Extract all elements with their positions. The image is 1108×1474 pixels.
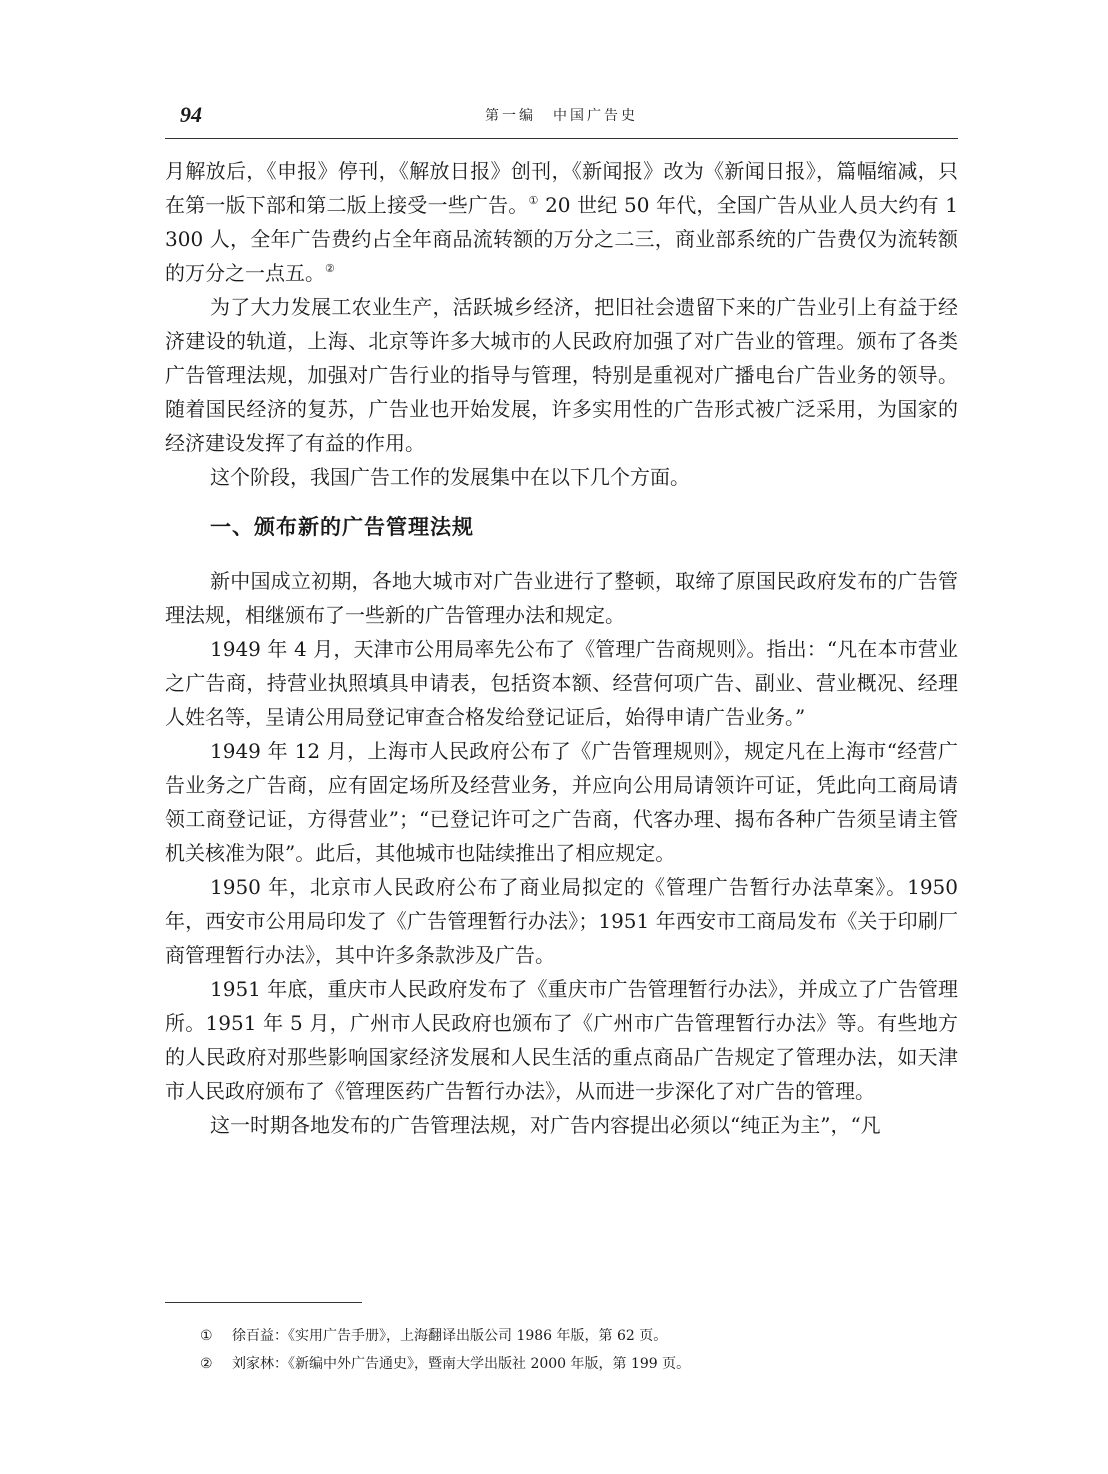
paragraph: 1950 年，北京市人民政府公布了商业局拟定的《管理广告暂行办法草案》。1950 年，西安市公用局印发了《广告管理暂行办法》；1951 年西安市工商局发布《关于印刷厂商管理暂行办法》，其中许多条款涉及广告。 — [165, 875, 958, 967]
paragraph: 为了大力发展工农业生产，活跃城乡经济，把旧社会遗留下来的广告业引上有益于经济建设的轨道，上海、北京等许多大城市的人民政府加强了对广告业的管理。颁布了各类广告管理法规，加强对广告行业的指导与管理，特别是重视对广播电台广告业务的领导。随着国民经济的复苏，广告业也开始发展，许多实用性的广告形式被广泛采用，为国家的经济建设发挥了有益的作用。 — [165, 295, 958, 455]
paragraph: 这个阶段，我国广告工作的发展集中在以下几个方面。 — [210, 465, 690, 489]
footnote-mark: ① — [200, 1328, 213, 1344]
paragraph: 这一时期各地发布的广告管理法规，对广告内容提出必须以“纯正为主”，“凡 — [210, 1113, 881, 1137]
footnote-rule — [165, 1302, 362, 1303]
paragraph: 1951 年底，重庆市人民政府发布了《重庆市广告管理暂行办法》，并成立了广告管理所。1951 年 5 月，广州市人民政府也颁布了《广州市广告管理暂行办法》等。有些地方的人民政府对那些影响国家经济发展和人民生活的重点商品广告规定了管理办法，如天津市人民政府颁布了《管理医药广告暂行办法》，从而进一步深化了对广告的管理。 — [165, 977, 958, 1103]
section-heading: 一、颁布新的广告管理法规 — [210, 515, 474, 539]
paragraph — [165, 154, 958, 290]
footnote-ref: ① — [528, 194, 539, 207]
footnote-mark: ② — [200, 1356, 213, 1372]
header-rule — [165, 138, 958, 139]
footnote — [200, 1322, 940, 1350]
main-text — [165, 154, 958, 1142]
paragraph: 1949 年 4 月，天津市公用局率先公布了《管理广告商规则》。指出：“凡在本市营业之广告商，持营业执照填具申请表，包括资本额、经营何项广告、副业、营业概况、经理人姓名等，呈请公用局登记审查合格发给登记证后，始得申请广告业务。” — [165, 637, 958, 729]
paragraph-text: 20 世纪 50 年代，全国广告从业人员大约有 1 300 人，全年广告费约占全年商品流转额的万分之二三，商业部系统的广告费仅为流转额的万分之一点五。 — [165, 193, 958, 285]
footnote — [200, 1350, 940, 1378]
paragraph: 1949 年 12 月，上海市人民政府公布了《广告管理规则》，规定凡在上海市“经营广告业务之广告商，应有固定场所及经营业务，并应向公用局请领许可证，凭此向工商局请领工商登记证，方得营业”；“已登记许可之广告商，代客办理、揭布各种广告须呈请主管机关核准为限”。此后，其他城市也陆续推出了相应规定。 — [165, 739, 958, 865]
paragraph-text: 月解放后，《申报》停刊，《解放日报》创刊，《新闻报》改为《新闻日报》，篇幅缩减，只在第一版下部和第二版上接受一些广告。 — [165, 159, 958, 217]
footnote-text: 刘家林：《新编中外广告通史》，暨南大学出版社 2000 年版，第 199 页。 — [232, 1356, 691, 1372]
page-number: 94 — [180, 102, 202, 127]
footnote-ref: ② — [325, 262, 335, 275]
footnote-text: 徐百益：《实用广告手册》，上海翻译出版公司 1986 年版，第 62 页。 — [232, 1328, 668, 1344]
paragraph: 新中国成立初期，各地大城市对广告业进行了整顿，取缔了原国民政府发布的广告管理法规，相继颁布了一些新的广告管理办法和规定。 — [165, 569, 958, 627]
running-head: 第一编 中国广告史 — [485, 108, 638, 124]
page-header — [165, 100, 958, 140]
footnotes — [200, 1322, 940, 1378]
